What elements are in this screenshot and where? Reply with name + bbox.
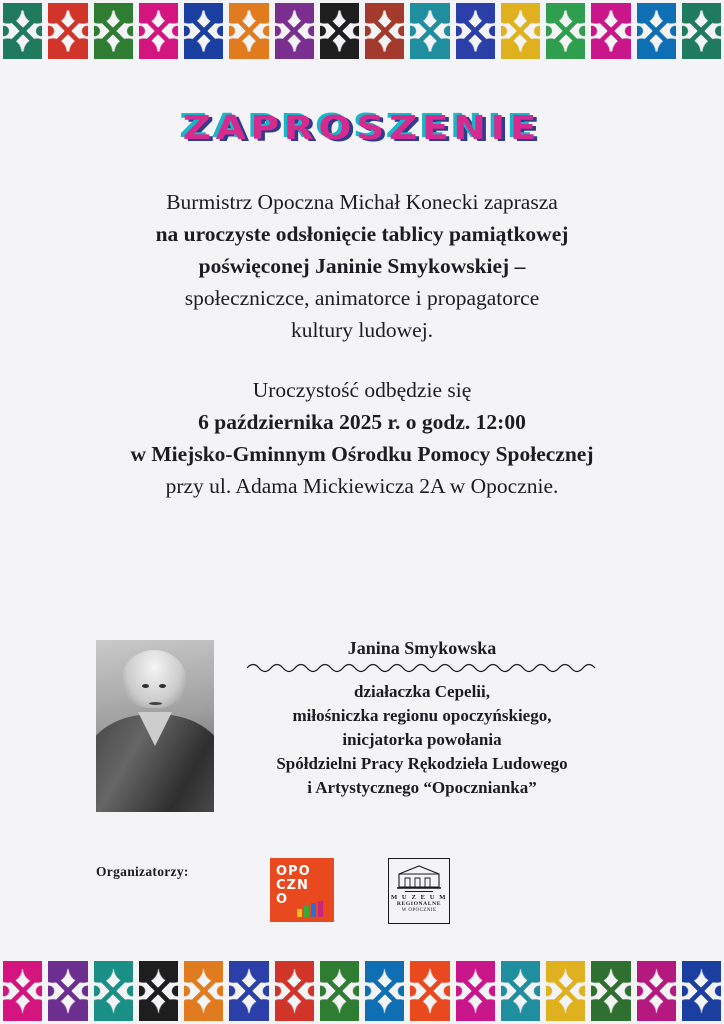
folk-motif-11 (453, 0, 498, 62)
folk-motif-16 (679, 0, 724, 62)
details-line-2 (62, 406, 662, 438)
opoczno-logo-line-1: OPO (276, 864, 311, 879)
folk-motif-2 (45, 0, 90, 62)
folk-motif-8 (317, 958, 362, 1024)
museum-logo-line-2: REGIONALNE (396, 901, 442, 907)
folk-motif-10 (407, 958, 452, 1024)
bio-line-2: miłośniczka regionu opoczyńskiego, (292, 706, 552, 725)
folk-motif-16 (679, 958, 724, 1024)
invitation-line-4: społeczniczce, animatorce i propagatorce (184, 286, 540, 310)
folk-motif-11 (453, 958, 498, 1024)
opoczno-logo-bar-1 (297, 909, 302, 917)
portrait-face (134, 666, 176, 716)
details-line-1: Uroczystość odbędzie się (252, 378, 472, 402)
folk-border-top (0, 0, 724, 62)
folk-motif-7 (272, 958, 317, 1024)
squiggle-divider-icon (247, 660, 597, 674)
invitation-line-3 (62, 250, 662, 282)
bio-name: Janina Smykowska (347, 638, 497, 658)
folk-motif-4 (136, 958, 181, 1024)
details-line-3 (62, 438, 662, 470)
details-line-4: przy ul. Adama Mickiewicza 2A w Opocznie. (165, 474, 559, 498)
folk-motif-7 (272, 0, 317, 62)
folk-motif-6 (226, 958, 271, 1024)
opoczno-logo-bar-3 (311, 903, 316, 917)
folk-motif-12 (498, 958, 543, 1024)
folk-motif-9 (362, 0, 407, 62)
bio-block (0, 636, 724, 826)
invitation-body (62, 186, 662, 502)
folk-motif-14 (588, 0, 633, 62)
organizers-label: Organizatorzy: (96, 864, 189, 879)
bio-line-5: i Artystycznego “Opocznianka” (307, 778, 537, 797)
folk-motif-1 (0, 958, 45, 1024)
details-line-3-text: w Miejsko-Gminnym Ośrodku Pomocy Społecznej (130, 442, 594, 466)
folk-motif-5 (181, 0, 226, 62)
portrait-mouth (149, 702, 162, 705)
opoczno-logo-bar-4 (318, 901, 323, 917)
opoczno-logo-bar-5 (325, 898, 330, 917)
details-line-2-text: 6 października 2025 r. o godz. 12:00 (198, 410, 526, 434)
folk-border-bottom (0, 958, 724, 1024)
folk-motif-4 (136, 0, 181, 62)
folk-motif-3 (91, 958, 136, 1024)
invitation-line-2-text: na uroczyste odsłonięcie tablicy pamiątkowej (155, 222, 569, 246)
folk-motif-1 (0, 0, 45, 62)
opoczno-logo (270, 858, 334, 922)
folk-motif-15 (634, 0, 679, 62)
opoczno-logo-line-2: CZN (276, 878, 309, 893)
portrait-eye-left (142, 684, 149, 688)
portrait-eye-right (159, 684, 166, 688)
folk-motif-12 (498, 0, 543, 62)
bio-line-3: inicjatorka powołania (342, 730, 502, 749)
folk-motif-3 (91, 0, 136, 62)
opoczno-logo-line-3: O (276, 892, 289, 907)
museum-logo-rule (405, 891, 433, 892)
invitation-line-5: kultury ludowej. (290, 318, 434, 342)
museum-building-icon (396, 863, 442, 889)
bio-text (236, 636, 608, 800)
folk-motif-8 (317, 0, 362, 62)
opoczno-logo-bars (297, 897, 330, 917)
bio-line-4: Spółdzielni Pracy Rękodzieła Ludowego (276, 754, 568, 773)
folk-motif-9 (362, 958, 407, 1024)
museum-logo-line-1: M U Z E U M (390, 894, 448, 901)
invitation-line-2 (62, 218, 662, 250)
folk-motif-15 (634, 958, 679, 1024)
folk-motif-13 (543, 0, 588, 62)
page-title-text: ZAPROSZENIE (182, 108, 542, 147)
folk-motif-6 (226, 0, 271, 62)
text-spacer (62, 346, 662, 374)
muzeum-regionalne-logo (388, 858, 450, 924)
page-title (0, 108, 724, 147)
folk-motif-10 (407, 0, 452, 62)
bio-line-1: działaczka Cepelii, (354, 682, 490, 701)
museum-logo-line-3: W OPOCZNIE (401, 908, 437, 913)
invitation-line-3-text: poświęconej Janinie Smykowskiej – (198, 254, 526, 278)
folk-motif-5 (181, 958, 226, 1024)
folk-motif-14 (588, 958, 633, 1024)
folk-motif-2 (45, 958, 90, 1024)
folk-motif-13 (543, 958, 588, 1024)
invitation-line-1: Burmistrz Opoczna Michał Konecki zaprasza (166, 190, 558, 214)
opoczno-logo-bar-2 (304, 906, 309, 917)
portrait-photo (96, 640, 214, 812)
